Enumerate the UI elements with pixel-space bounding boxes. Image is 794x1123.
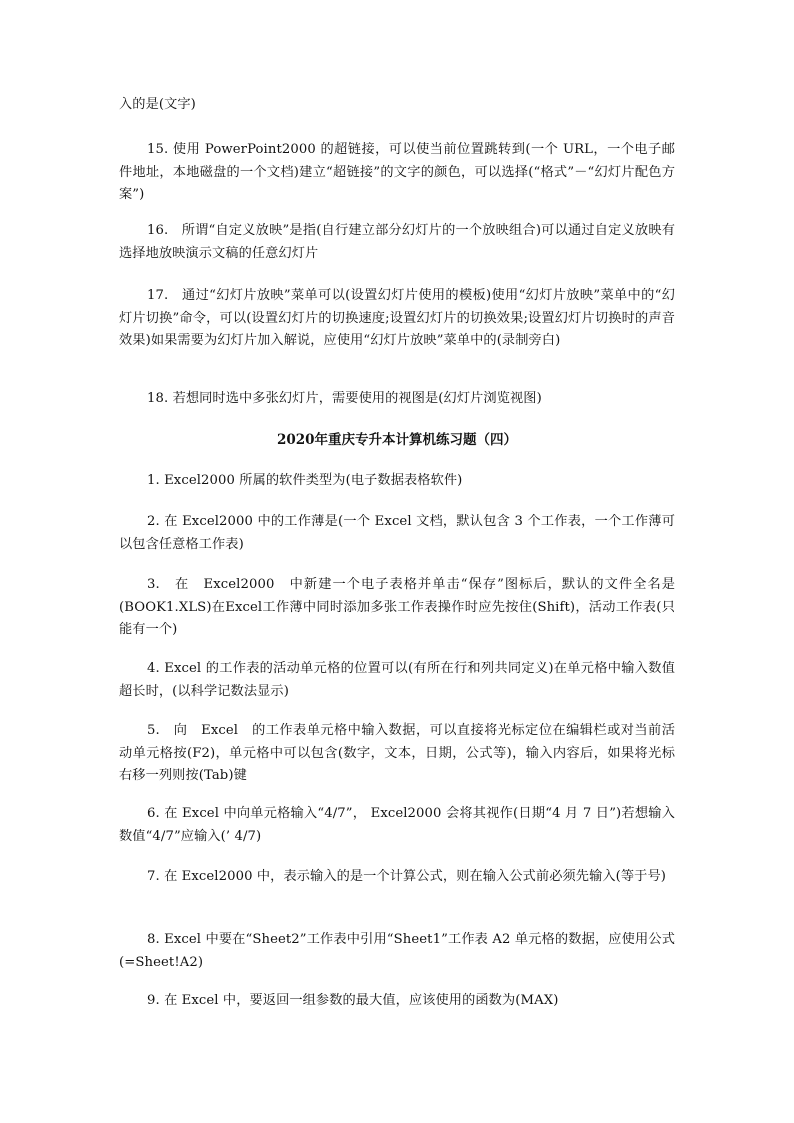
excel-question-6: 6. 在 Excel 中向单元格输入“4/7”， Excel2000 会将其视作(日期“4 月 7 日”)若想输入数值“4/7”应输入(’ 4/7) — [119, 806, 675, 844]
excel-question-4: 4. Excel 的工作表的活动单元格的位置可以(有所在行和列共同定义)在单元格中输入数值超长时，(以科学记数法显示) — [119, 661, 675, 699]
excel-question-9: 9. 在 Excel 中，要返回一组参数的最大值，应该使用的函数为(MAX) — [147, 993, 559, 1008]
excel-question-7: 7. 在 Excel2000 中，表示输入的是一个计算公式，则在输入公式前必须先输入(等于号) — [147, 869, 666, 884]
paragraph-18: 18. 若想同时选中多张幻灯片，需要使用的视图是(幻灯片浏览视图) — [147, 391, 542, 406]
excel-question-1: 1. Excel2000 所属的软件类型为(电子数据表格软件) — [147, 473, 463, 488]
excel-question-3: 3. 在 Excel2000 中新建一个电子表格并单击“保存”图标后，默认的文件全名是(BOOK1.XLS)在Excel工作薄中同时添加多张工作表操作时应先按住(Shift)，活动工作表(只能有一个) — [119, 577, 675, 637]
paragraph-15: 15. 使用 PowerPoint2000 的超链接，可以使当前位置跳转到(一个 URL，一个电子邮件地址，本地磁盘的一个文档)建立“超链接”的文字的颜色，可以选择(“格式”－“幻灯片配色方案”) — [119, 142, 675, 202]
excel-question-8: 8. Excel 中要在“Sheet2”工作表中引用“Sheet1”工作表 A2 单元格的数据，应使用公式(=Sheet!A2) — [119, 932, 675, 970]
paragraph-17: 17. 通过“幻灯片放映”菜单可以(设置幻灯片使用的模板)使用“幻灯片放映”菜单中的“幻灯片切换”命令，可以(设置幻灯片的切换速度;设置幻灯片的切换效果;设置幻灯片切换时的声音效果)如果需要为幻灯片加入解说，应使用“幻灯片放映”菜单中的(录制旁白) — [119, 288, 675, 348]
excel-question-2: 2. 在 Excel2000 中的工作薄是(一个 Excel 文档，默认包含 3 个工作表，一个工作薄可以包含任意格工作表) — [119, 514, 675, 552]
continuation-text: 入的是(文字) — [119, 97, 196, 112]
paragraph-16: 16. 所谓“自定义放映”是指(自行建立部分幻灯片的一个放映组合)可以通过自定义放映有选择地放映演示文稿的任意幻灯片 — [119, 223, 675, 261]
excel-question-5: 5. 向 Excel 的工作表单元格中输入数据，可以直接将光标定位在编辑栏或对当前活动单元格按(F2)，单元格中可以包含(数字，文本，日期，公式等)，输入内容后，如果将光标右移一列则按(Tab)键 — [119, 723, 675, 783]
section-title: 2020年重庆专升本计算机练习题（四） — [276, 432, 518, 448]
